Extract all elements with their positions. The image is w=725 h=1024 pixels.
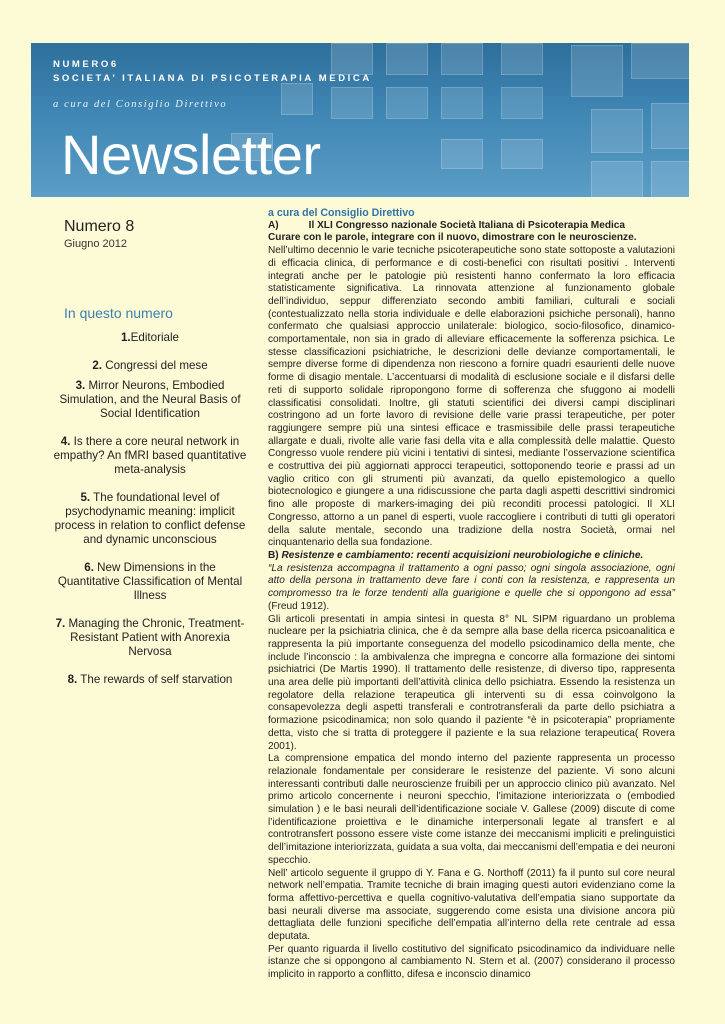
- toc-item-number: 3.: [75, 379, 86, 392]
- article-column: [268, 207, 675, 982]
- article-paragraph: Per quanto riguarda il livello costitutivo del significato psicodinamico da individuare nelle istanze che si oppongono al cambiamento N. Stern et al. (2007) considerano il processo implicito in rapporto a conflitto, difesa e inconscio dinamico: [268, 943, 675, 981]
- issue-number: Numero 8: [64, 218, 135, 235]
- toc-item-text: Congressi del mese: [101, 359, 208, 372]
- toc-item[interactable]: [52, 435, 248, 477]
- toc-item-number: 4.: [60, 435, 71, 448]
- toc-item-text: Managing the Chronic, Treatment-Resistant Patient with Anorexia Nervosa: [65, 617, 245, 658]
- section-a-title: Il XLI Congresso nazionale Società Italiana di Psicoterapia Medica: [308, 219, 626, 231]
- issue-date: Giugno 2012: [64, 238, 127, 250]
- toc-item[interactable]: [52, 491, 248, 547]
- quote-citation: (Freud 1912).: [268, 600, 330, 612]
- header-window-shape: [591, 109, 643, 153]
- header-window-shape: [281, 83, 313, 115]
- section-a-label: A): [268, 219, 279, 231]
- header-window-shape: [651, 103, 689, 149]
- article-paragraph: La comprensione empatica del mondo interno del paziente rappresenta un processo relazionale fondamentale per considerare le resistenze del paziente. Vi sono alcuni interessanti contributi dalle neuroscienze fruibili per un approccio clinico più avanzato. Nel primo articolo concernente i neuroni specchio, l’imitazione interiorizzata o (embodied simulation ) e le basi neurali dell’identificazione sociale V. Gallese (2009) discute di come l’identificazione proiettiva e le dinamiche interpersonali legate al transfert e al controtransfert possono essere viste come istanze dei meccanismi impliciti e prelinguistici dell’imitazione interiorizzata, guidata a sua volta, dai meccanismi dell’empatia e dei neuroni specchio.: [268, 753, 675, 866]
- toc-item-number: 5.: [80, 491, 91, 504]
- header-window-shape: [651, 161, 689, 197]
- header-window-shape: [441, 43, 483, 75]
- article-paragraph: Gli articoli presentati in ampia sintesi in questa 8° NL SIPM riguardano un problema nucleare per la psichiatria clinica, che è da sempre alla base della ricerca psicoanalitica e rappresenta la più importante conseguenza del modello psicodinamico della mente, che include l’inconscio : la ambivalenza che impregna e concorre alla formazione dei sintomi psichiatrici (De Martis 1990). Il trattamento delle resistenze, di diverso tipo, rappresenta una area delle più importanti dell’attività clinica dello psichiatra. Essendo la resistenza un regolatore della relazione terapeutica gli interventi su di essa coinvolgono la consapevolezza degli aspetti transferali e controtransferali da parte dello psichiatra a formazione psicodinamica; non solo quando il paziente “è in psicoterapia” propriamente detta, visto che si tratta di proteggere il paziente e la sua relazione terapeutica( Rovera 2001).: [268, 613, 675, 752]
- toc-item-text: New Dimensions in the Quantitative Classification of Mental Illness: [57, 561, 243, 602]
- toc-item[interactable]: [52, 617, 248, 659]
- toc-item[interactable]: [52, 673, 248, 687]
- section-b-heading: [268, 550, 675, 563]
- newsletter-header-banner: [31, 43, 689, 197]
- toc-item-text: Is there a core neural network in empathy? An fMRI based quantitative meta-analysis: [53, 435, 247, 476]
- article-kicker: a cura del Consiglio Direttivo: [268, 207, 415, 219]
- section-a-heading: [268, 220, 675, 233]
- toc-item-text: The rewards of self starvation: [77, 673, 233, 686]
- header-window-shape: [501, 43, 543, 75]
- section-b-title: Resistenze e cambiamento: recenti acquisizioni neurobiologiche e cliniche.: [281, 549, 644, 561]
- header-subtitle: a cura del Consiglio Direttivo: [53, 99, 228, 110]
- newsletter-title: Newsletter: [61, 123, 321, 186]
- header-window-shape: [441, 87, 483, 119]
- toc-item-text: Mirror Neurons, Embodied Simulation, and the Neural Basis of Social Identification: [59, 379, 241, 420]
- toc-item[interactable]: [52, 561, 248, 603]
- header-window-shape: [386, 43, 428, 75]
- article-paragraph: Nell’ultimo decennio le varie tecniche psicoterapeutiche sono state sottoposte a valutazioni di efficacia clinica, di performance e di costi-benefici con risultati positivi . Interventi integrati anche per le patologie più resistenti hanno confermato la loro efficacia statisticamente significativa. La rinnovata attenzione al funzionamento globale dell’individuo, seppur differenziato secondo ambiti familiari, culturali e sociali (contestualizzato nella storia individuale e delle elaborazioni psichiche personali), hanno confermato che qualsiasi approccio unilaterale: biologico, socio-filosofico, dinamico-comportamentale, non sia in grado di alleviare efficacemente la sofferenza psichica. Le stesse classificazioni psichiatriche, le descrizioni delle devianze comportamentali, le sempre diverse forme di dipendenza non riescono a fornire quadri esaurienti delle nuove forme di disagio mentale. L’accentuarsi di modalità di esclusione sociale e il disfarsi delle reti di supporto solidale ripropongono forme di sofferenza che sfuggono ai modelli classificatisi consolidati. Inoltre, gli statuti scientifici dei diversi campi disciplinari costringono ad un forte lavoro di revisione delle varie prassi terapeutiche, per poter raggiungere sempre più una sintesi efficace e trasmissibile delle prassi terapeutiche allargate e duali, rivolte alle varie fasi della vita e alla complessità delle malattie. Questo Congresso vuole rendere più vicini i tentativi di sintesi, mediante l’osservazione scientifica e costruttiva dei più aggiornati approcci terapeutici, sottoponendo teorie e prassi ad un vaglio critico con gli strumenti più avanzati, da quello epistemologico a quello biotecnologico e giungere a una ridiscussione che parta dagli aspetti descrittivi sindromici fino alle proposte di markers-imaging dei più reconditi processi patologici. Il XLI Congresso, attorno a un panel di esperti, vuole raccogliere i contributi di tutti gli operatori della salute mentale, secondo una tradizione della nostra Società, ormai nel cinquantenario della sua fondazione.: [268, 245, 675, 549]
- header-window-shape: [631, 43, 689, 79]
- freud-quote: [268, 563, 675, 614]
- toc-heading: In questo numero: [64, 305, 173, 321]
- quote-text: “La resistenza accompagna il trattamento a ogni passo; ogni singola associazione, ogni atto della persona in trattamento deve fare i conti con la resistenza, e rappresenta un compromesso tra le forze tendenti alla guarigione e quelle che si oppongono ad essa”: [268, 562, 675, 600]
- toc-item-number: 2.: [92, 359, 102, 372]
- toc-item-text: Editoriale: [130, 331, 179, 344]
- toc-item-number: 6.: [84, 561, 94, 574]
- header-society-name: SOCIETA’ ITALIANA DI PSICOTERAPIA MEDICA: [53, 73, 372, 84]
- section-b-label: B): [268, 549, 279, 561]
- toc-item-text: The foundational level of psychodynamic meaning: implicit process in relation to conflict defense and dynamic unconscious: [54, 491, 246, 546]
- toc-item-number: 7.: [55, 617, 66, 630]
- header-window-shape: [501, 87, 543, 119]
- sidebar-column: [52, 218, 248, 687]
- article-paragraph: Nell’ articolo seguente il gruppo di Y. Fana e G. Northoff (2011) fa il punto sul core neural network nell’empatia. Tramite tecniche di brain imaging questi autori evidenziano come la forma affettivo-percettiva e quella cognitivo-valutativa dell’empatia siano supportate da basi neurali diverse ma associate, suggerendo come esista una divisione ancora più dettagliata delle funzioni specifiche dell’empatia all’interno della rete centrale ad essa deputata.: [268, 867, 675, 943]
- header-window-shape: [501, 139, 543, 169]
- header-issue-line: NUMERO6: [53, 59, 119, 70]
- toc-item[interactable]: [52, 359, 248, 373]
- header-window-shape: [441, 139, 483, 169]
- article-lead: Curare con le parole, integrare con il nuovo, dimostrare con le neuroscienze.: [268, 232, 637, 244]
- toc-item[interactable]: [52, 331, 248, 345]
- toc-item-number: 1.: [120, 331, 131, 344]
- header-window-shape: [571, 45, 623, 97]
- header-window-shape: [331, 87, 373, 119]
- header-window-shape: [591, 161, 643, 197]
- table-of-contents: [52, 331, 248, 687]
- toc-item[interactable]: [52, 379, 248, 421]
- toc-item-number: 8.: [67, 673, 78, 686]
- header-window-shape: [331, 43, 373, 75]
- header-window-shape: [386, 87, 428, 119]
